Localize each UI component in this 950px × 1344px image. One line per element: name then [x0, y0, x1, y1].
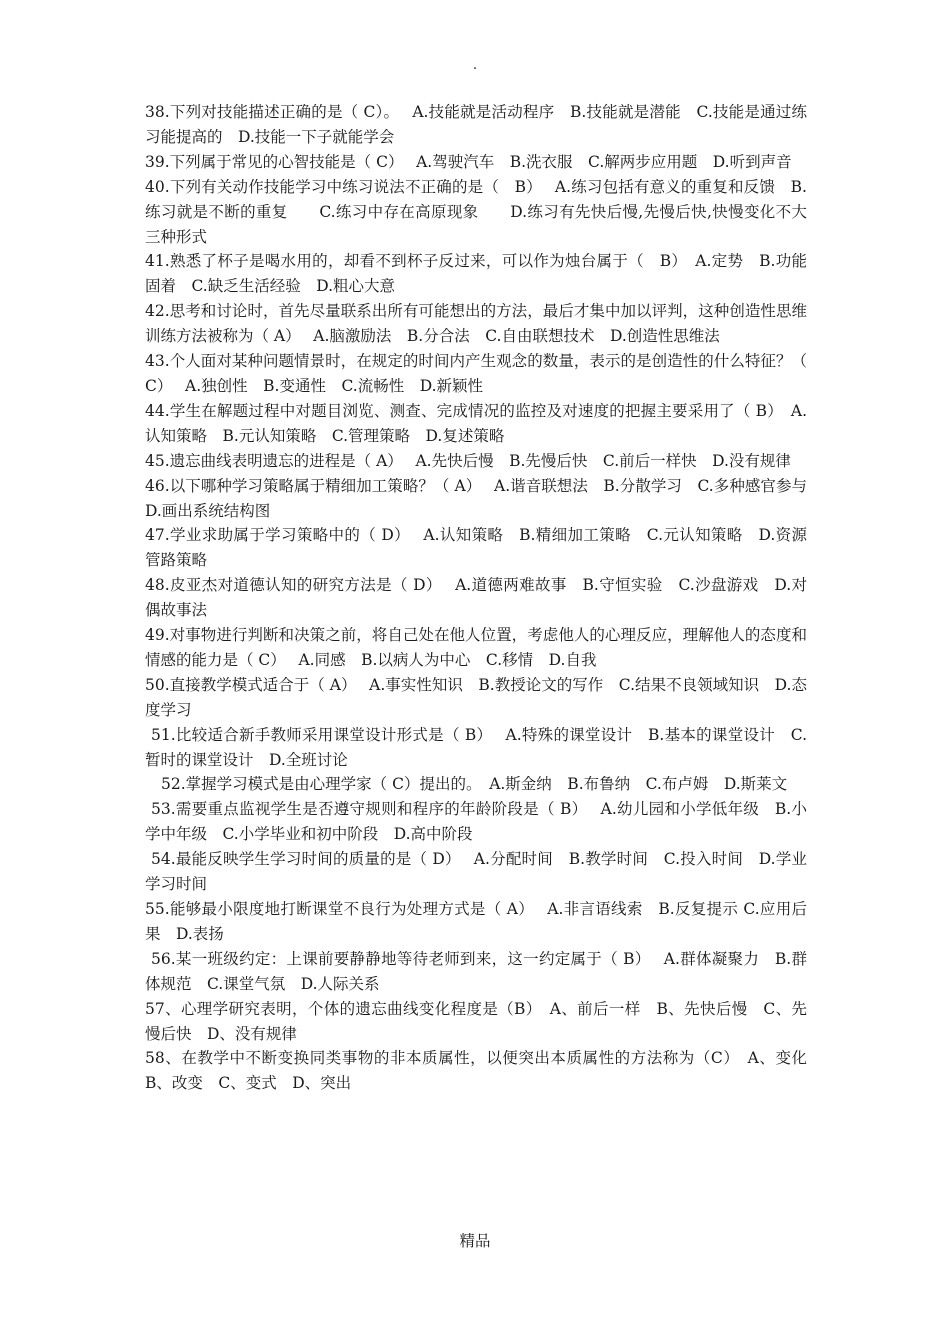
question-38: 38.下列对技能描述正确的是（ C）。 A.技能就是活动程序 B.技能就是潜能 C.技能是通过练习能提高的 D.技能一下子就能学会 [145, 103, 807, 146]
question-53: 53.需要重点监视学生是否遵守规则和程序的年龄阶段是（ B） A.幼儿园和小学低年级 B.小学中年级 C.小学毕业和初中阶段 D.高中阶段 [145, 800, 807, 844]
question-54: 54.最能反映学生学习时间的质量的是（ D） A.分配时间 B.教学时间 C.投入时间 D.学业学习时间 [145, 850, 807, 894]
question-49: 49.对事物进行判断和决策之前，将自己处在他人位置，考虑他人的心理反应，理解他人的态度和情感的能力是（ C） A.同感 B.以病人为中心 C.移情 D.自我 [145, 626, 807, 669]
question-55: 55.能够最小限度地打断课堂不良行为处理方式是（ A） A.非言语线索 B.反复提示 C.应用后果 D.表扬 [145, 900, 807, 943]
question-43: 43.个人面对某种问题情景时，在规定的时间内产生观念的数量，表示的是创造性的什么特征？（ C） A.独创性 B.变通性 C.流畅性 D.新颖性 [145, 352, 812, 395]
footer-label: 精品 [459, 1232, 491, 1250]
question-41: 41.熟悉了杯子是喝水用的，却看不到杯子反过来，可以作为烛台属于（ B） A.定势 B.功能固着 C.缺乏生活经验 D.粗心大意 [145, 252, 807, 296]
question-46: 46.以下哪种学习策略属于精细加工策略？（ A） A.谐音联想法 B.分散学习 C.多种感官参与 D.画出系统结构图 [145, 476, 823, 520]
header-mark: . [472, 57, 478, 73]
question-50: 50.直接教学模式适合于（ A） A.事实性知识 B.教授论文的写作 C.结果不良领域知识 D.态度学习 [145, 675, 807, 719]
question-56: 56.某一班级约定：上课前要静静地等待老师到来，这一约定属于（ B） A.群体凝聚力 B.群体规范 C.课堂气氛 D.人际关系 [145, 949, 807, 993]
question-57: 57、心理学研究表明，个体的遗忘曲线变化程度是（B） A、前后一样 B、先快后慢 C、先慢后快 D、没有规律 [145, 999, 807, 1043]
question-44: 44.学生在解题过程中对题目浏览、测查、完成情况的监控及对速度的把握主要采用了（ B） A.认知策略 B.元认知策略 C.管理策略 D.复述策略 [145, 401, 807, 445]
question-42: 42.思考和讨论时，首先尽量联系出所有可能想出的方法，最后才集中加以评判，这种创造性思维训练方法被称为（ A） A.脑激励法 B.分合法 C.自由联想技术 D.创造性思维法 [145, 302, 807, 346]
question-52: 52.掌握学习模式是由心理学家（ C）提出的。 A.斯金纳 B.布鲁纳 C.布卢姆 D.斯莱文 [161, 775, 788, 794]
question-51: 51.比较适合新手教师采用课堂设计形式是（ B） A.特殊的课堂设计 B.基本的课堂设计 C.暂时的课堂设计 D.全班讨论 [145, 725, 807, 769]
question-47: 47.学业求助属于学习策略中的（ D） A.认知策略 B.精细加工策略 C.元认知策略 D.资源管路策略 [145, 526, 807, 570]
question-45: 45.遗忘曲线表明遗忘的进程是（ A） A.先快后慢 B.先慢后快 C.前后一样快 D.没有规律 [145, 451, 791, 470]
question-40: 40.下列有关动作技能学习中练习说法不正确的是（ B） A.练习包括有意义的重复和反馈 B.练习就是不断的重复 C.练习中存在高原现象 D.练习有先快后慢,先慢后快,快慢变化不大三种形式 [145, 177, 807, 246]
question-list [145, 100, 823, 1096]
question-48: 48.皮亚杰对道德认知的研究方法是（ D） A.道德两难故事 B.守恒实验 C.沙盘游戏 D.对偶故事法 [145, 576, 807, 620]
question-58: 58、在教学中不断变换同类事物的非本质属性，以便突出本质属性的方法称为（C） A、变化 B、改变 C、变式 D、突出 [145, 1049, 823, 1093]
question-39: 39.下列属于常见的心智技能是（ C） A.驾驶汽车 B.洗衣服 C.解两步应用题 D.听到声音 [145, 152, 792, 171]
